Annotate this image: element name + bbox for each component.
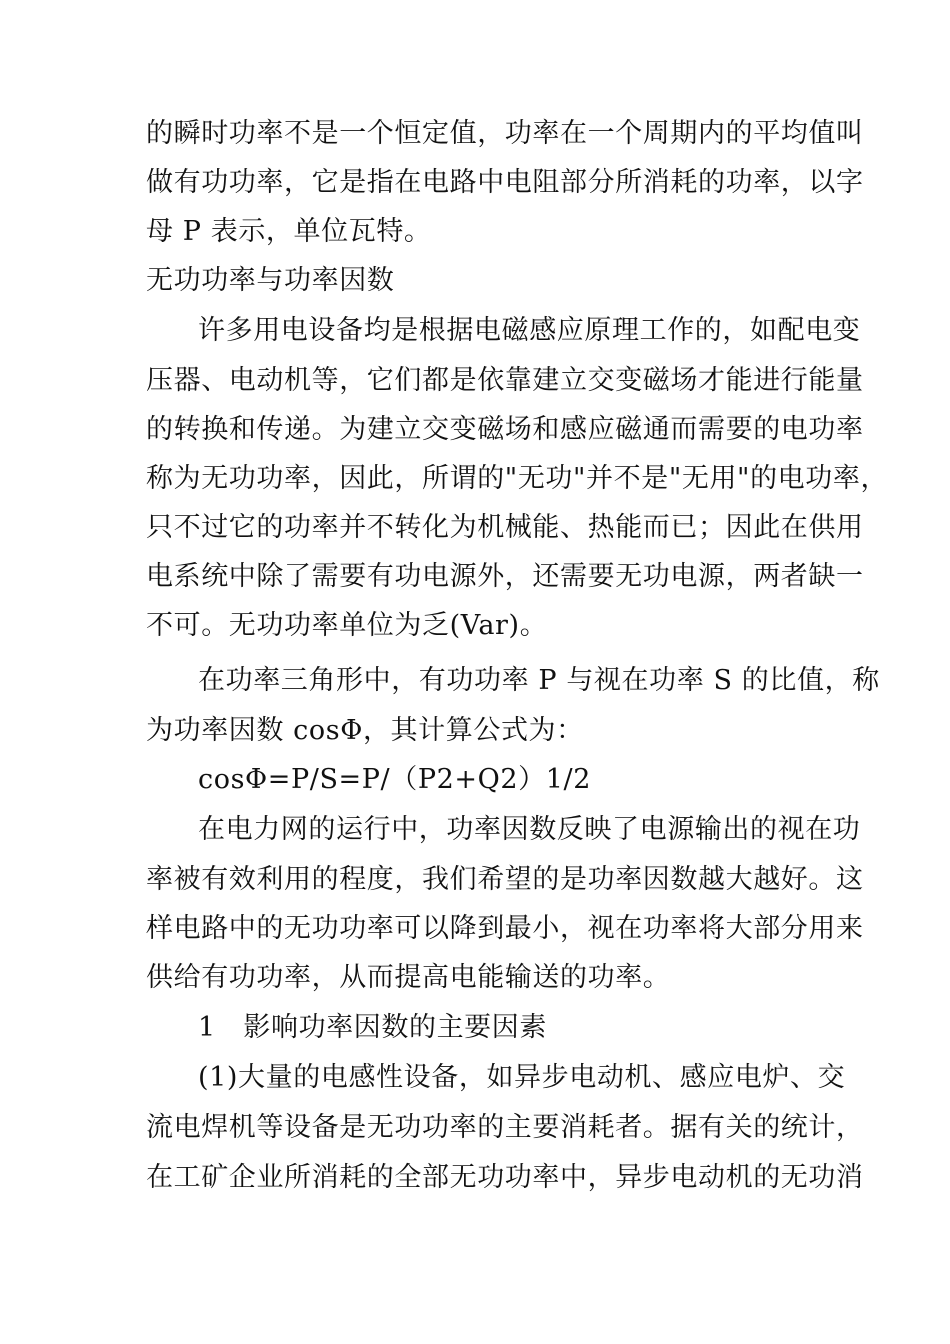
text-line: 的转换和传递。为建立交变磁场和感应磁通而需要的电功率 [146,414,864,445]
text-line: 在电力网的运行中，功率因数反映了电源输出的视在功 [198,814,861,845]
text-line: 率被有效利用的程度，我们希望的是功率因数越大越好。这 [146,864,864,895]
text-line: 不可。无功功率单位为乏(Var)。 [146,610,548,641]
text-line: 在工矿企业所消耗的全部无功功率中，异步电动机的无功消 [146,1162,864,1193]
text-line: 电系统中除了需要有功电源外，还需要无功电源，两者缺一 [146,561,864,592]
text-line: 许多用电设备均是根据电磁感应原理工作的，如配电变 [198,315,861,346]
subsection-heading: 1 影响功率因数的主要因素 [198,1012,547,1043]
text-line: 只不过它的功率并不转化为机械能、热能而已；因此在供用 [146,512,864,543]
text-line: 做有功功率，它是指在电路中电阻部分所消耗的功率，以字 [146,167,864,198]
text-line: 为功率因数 cosΦ，其计算公式为： [146,715,584,746]
text-line: 在功率三角形中，有功功率 P 与视在功率 S 的比值，称 [198,665,880,696]
text-line: 母 P 表示，单位瓦特。 [146,216,432,247]
text-line: 的瞬时功率不是一个恒定值，功率在一个周期内的平均值叫 [146,118,864,149]
section-heading: 无功功率与功率因数 [146,265,395,296]
text-line: 样电路中的无功功率可以降到最小，视在功率将大部分用来 [146,913,864,944]
text-line: (1)大量的电感性设备，如异步电动机、感应电炉、交 [198,1062,846,1093]
text-line: 称为无功功率，因此，所谓的"无功"并不是"无用"的电功率， [146,463,889,494]
text-line: 流电焊机等设备是无功功率的主要消耗者。据有关的统计， [146,1112,864,1143]
formula-line: cosΦ=P/S=P/（P2+Q2）1/2 [198,764,591,795]
text-line: 压器、电动机等，它们都是依靠建立交变磁场才能进行能量 [146,365,864,396]
text-line: 供给有功功率，从而提高电能输送的功率。 [146,962,671,993]
